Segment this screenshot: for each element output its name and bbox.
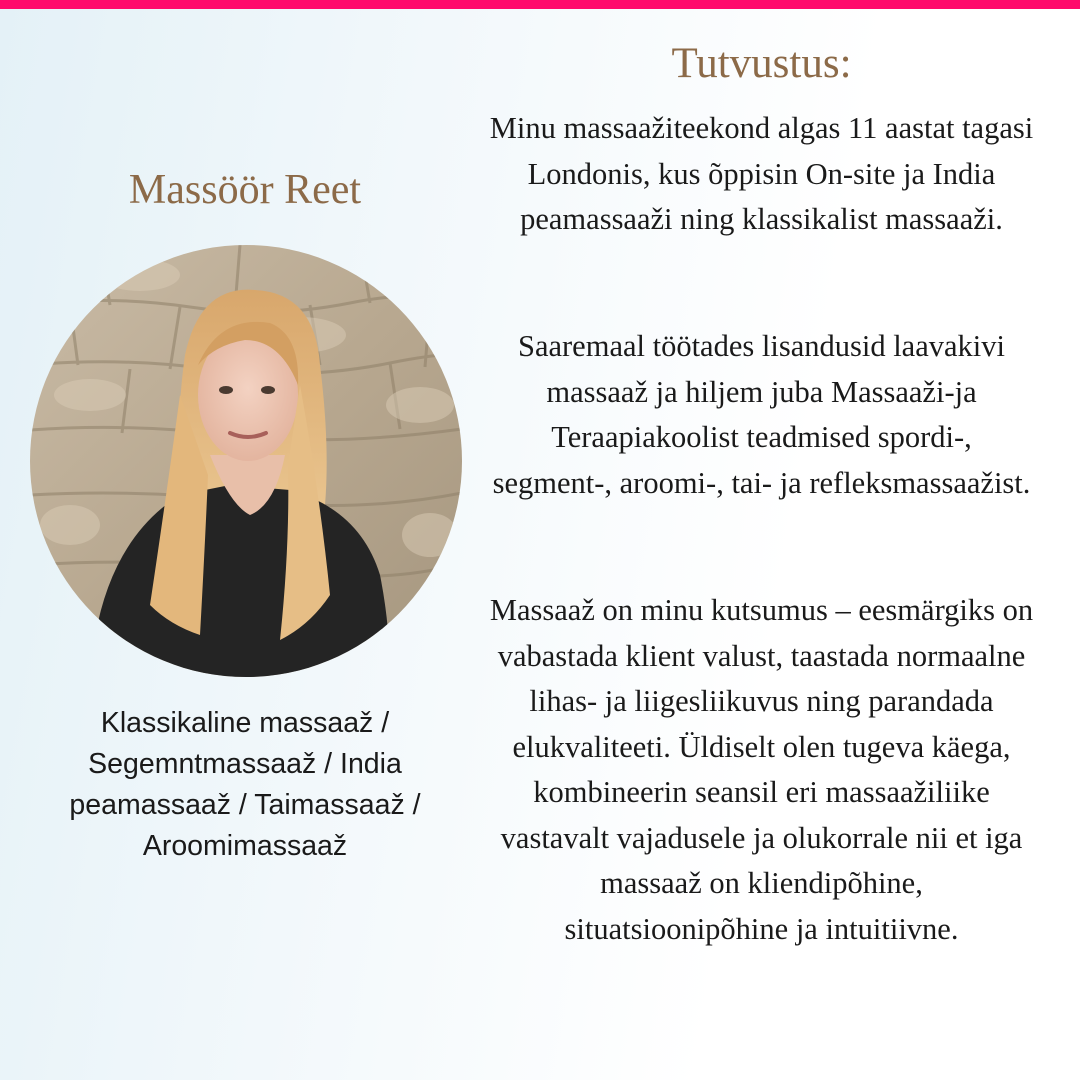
massage-services-list: Klassikaline massaaž / Segemntmassaaž / India peamassaaž / Taimassaaž / Aroomimassaaž bbox=[69, 707, 421, 862]
bio-paragraph: Massaaž on minu kutsumus – eesmärgiks on vabastada klient valust, taastada normaalne lihas- ja liigesliikuvus ning parandada elukvaliteeti. Üldiselt olen tugeva käega, kombineerin seansil eri massaažiliike vastavalt vajadusele ja olukorrale nii et iga massaaž on kliendipõhine, situatsioonipõhine ja intuitiivne. bbox=[489, 593, 1034, 946]
intro-heading: Tutvustus: bbox=[671, 40, 852, 87]
bio-paragraph: Saaremaal töötades lisandusid laavakivi massaaž ja hiljem juba Massaaži-ja Teraapiakoolist teadmised spordi-, segment-, aroomi-, tai- ja refleksmassaažist. bbox=[492, 329, 1031, 500]
accent-top-bar bbox=[0, 0, 1080, 9]
bio-paragraph: Minu massaažiteekond algas 11 aastat tagasi Londonis, kus õppisin On-site ja India peamassaaži ning klassikalist massaaži. bbox=[489, 111, 1034, 236]
masseur-portrait-photo bbox=[30, 245, 462, 677]
masseur-name-heading: Massöör Reet bbox=[128, 167, 362, 213]
